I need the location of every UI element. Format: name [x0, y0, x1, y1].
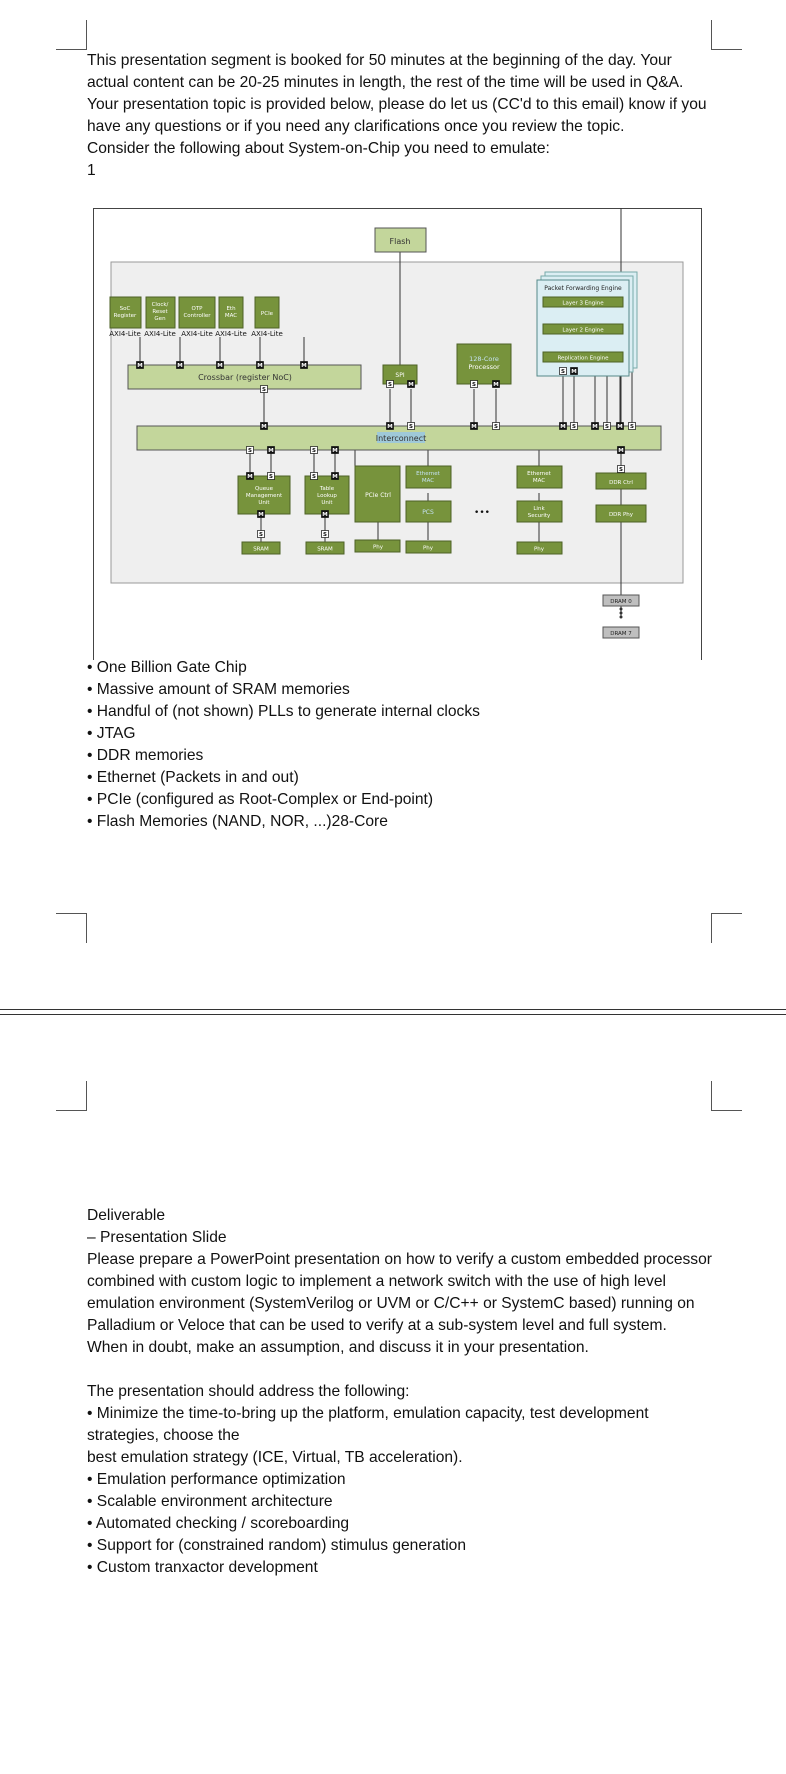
requirement-item: • Minimize the time-to-bring up the platform, emulation capacity, test development strategies, choose the [87, 1405, 649, 1444]
crossbar-label: Crossbar (register NoC) [198, 373, 292, 382]
queue-management-label: Queue [254, 486, 274, 492]
crop-mark [711, 49, 742, 50]
ethernet-mac-mid-block [406, 466, 451, 488]
slave-port-label: S [409, 424, 413, 431]
deliverable-heading: Deliverable [87, 1207, 166, 1224]
interconnect-label: Interconnect [375, 434, 427, 443]
ethernet-mac-mid-label: MAC [421, 478, 435, 484]
phy-label: Phy [533, 546, 545, 553]
master-port-label: M [387, 424, 393, 431]
soc-register-label: SoC [119, 306, 131, 312]
link-security-label: Link [533, 506, 545, 512]
clock-reset-label: Reset [152, 309, 168, 315]
requirement-item: • Emulation performance optimization [87, 1471, 346, 1488]
feature-item: • DDR memories [87, 747, 204, 764]
slave-port-label: S [312, 448, 316, 455]
master-port-label: M [332, 448, 338, 455]
phy-label: Phy [422, 545, 434, 552]
feature-item: • Massive amount of SRAM memories [87, 681, 350, 698]
ddr-ctrl-label: DDR Ctrl [609, 480, 633, 486]
slave-port-label: S [494, 424, 498, 431]
master-port-label: M [493, 382, 499, 389]
master-port-label: M [617, 424, 623, 431]
intro-paragraph: This presentation segment is booked for 50 minutes at the beginning of the day. Your actual content can be 20-25 minutes in length, the rest of the time will be used in Q&A. Your presentation topic is provided below, please do let us (CC'd to this email) know if you have any questions or if you need any clarifications once you review the topic. [87, 52, 707, 135]
sram-label: SRAM [317, 546, 333, 553]
core-processor-label: 128-Core [469, 355, 499, 363]
deliverable-paragraph: When in doubt, make an assumption, and discuss it in your presentation. [87, 1339, 589, 1356]
crop-mark [711, 1081, 712, 1111]
master-port-label: M [268, 448, 274, 455]
deliverable-subheading: – Presentation Slide [87, 1229, 227, 1246]
feature-item: • Flash Memories (NAND, NOR, ...)28-Core [87, 813, 388, 830]
replication-label: Replication Engine [557, 355, 609, 362]
axi-label: AXI4-Lite [109, 330, 141, 338]
table-lookup-label: Lookup [317, 493, 337, 499]
ethernet-mac-right-block [517, 466, 562, 488]
soc-block-diagram [93, 208, 703, 660]
master-port-label: M [261, 424, 267, 431]
more-dots: ••• [474, 508, 490, 518]
crop-mark [56, 49, 87, 50]
requirement-item: • Automated checking / scoreboarding [87, 1515, 350, 1532]
queue-management-label: Management [245, 493, 283, 499]
master-port-label: M [217, 363, 223, 370]
crop-mark [86, 913, 87, 943]
svg-text:128-CoreProcessor [468, 355, 500, 371]
ethernet-mac-mid-label: Ethernet [416, 471, 440, 477]
slave-port-label: S [630, 424, 634, 431]
master-port-label: M [618, 448, 624, 455]
feature-item: • Ethernet (Packets in and out) [87, 769, 299, 786]
ddr-phy-label: DDR Phy [608, 512, 634, 518]
slave-port-label: S [312, 474, 316, 481]
spi-label: SPI [395, 372, 405, 379]
requirements-lead: The presentation should address the following: [87, 1383, 410, 1400]
master-port-label: M [571, 369, 577, 376]
link-security-label: Security [527, 513, 551, 519]
pcs-label: PCS [422, 509, 434, 516]
pcie-top-label: PCIe [260, 311, 274, 317]
queue-management-label: Unit [258, 500, 270, 506]
feature-list [87, 657, 715, 833]
slave-port-label: S [269, 474, 273, 481]
figure-number: 1 [87, 162, 96, 179]
eth-mac-top-label: MAC [224, 313, 238, 319]
master-port-label: M [592, 424, 598, 431]
core-processor-label: Processor [468, 363, 500, 371]
requirement-item: • Custom tranxactor development [87, 1559, 318, 1576]
slave-port-label: S [248, 448, 252, 455]
eth-mac-top-label: Eth [226, 306, 236, 312]
layer3-label: Layer 3 Engine [562, 300, 604, 307]
axi-label: AXI4-Lite [215, 330, 247, 338]
blank-line [87, 1359, 715, 1381]
feature-item: • JTAG [87, 725, 136, 742]
master-port-label: M [332, 474, 338, 481]
otp-controller-label: OTP [191, 306, 203, 312]
crop-mark [711, 1110, 742, 1111]
svg-text:EthMAC [225, 306, 237, 319]
master-port-label: M [408, 382, 414, 389]
feature-item: • One Billion Gate Chip [87, 659, 247, 676]
requirement-item: • Scalable environment architecture [87, 1493, 333, 1510]
ethernet-mac-right-label: Ethernet [527, 471, 551, 477]
master-port-label: M [560, 424, 566, 431]
slave-port-label: S [472, 382, 476, 389]
feature-item: • Handful of (not shown) PLLs to generate internal clocks [87, 703, 480, 720]
slave-port-label: S [619, 467, 623, 474]
slave-port-label: S [605, 424, 609, 431]
requirement-item: best emulation strategy (ICE, Virtual, TB acceleration). [87, 1449, 463, 1466]
master-port-label: M [177, 363, 183, 370]
crop-mark [711, 20, 712, 50]
master-port-label: M [301, 363, 307, 370]
deliverable-section [87, 1205, 715, 1579]
crop-mark [86, 1081, 87, 1111]
flash-label: Flash [389, 237, 411, 246]
master-port-label: M [471, 424, 477, 431]
pfe-title: Packet Forwarding Engine [544, 285, 622, 292]
axi-label: AXI4-Lite [144, 330, 176, 338]
crop-mark [711, 913, 742, 914]
axi-label: AXI4-Lite [251, 330, 283, 338]
sram-label: SRAM [253, 546, 269, 553]
crop-mark [86, 20, 87, 50]
deliverable-paragraph: Please prepare a PowerPoint presentation on how to verify a custom embedded processor combined with custom logic to implement a network switch with the use of high level emulation environment (SystemVerilog or UVM or C/C++ or SystemC based) running on Palladium or Veloce that can be used to verify at a sub-system level and full system. [87, 1251, 712, 1334]
master-port-label: M [322, 512, 328, 519]
clock-reset-label: Clock/ [151, 302, 169, 308]
layer2-label: Layer 2 Engine [562, 327, 604, 334]
intro-text [87, 50, 715, 182]
slave-port-label: S [323, 532, 327, 539]
crop-mark [56, 913, 87, 914]
axi-label: AXI4-Lite [181, 330, 213, 338]
table-lookup-label: Table [319, 486, 335, 492]
page-separator [0, 1014, 786, 1015]
slave-port-label: S [561, 369, 565, 376]
phy-label: Phy [372, 544, 384, 551]
feature-item: • PCIe (configured as Root-Complex or End-point) [87, 791, 434, 808]
slave-port-label: S [262, 387, 266, 394]
slave-port-label: S [388, 382, 392, 389]
slave-port-label: S [572, 424, 576, 431]
otp-controller-label: Controller [183, 313, 211, 319]
ethernet-mac-right-label: MAC [532, 478, 546, 484]
slave-port-label: S [259, 532, 263, 539]
master-port-label: M [257, 363, 263, 370]
master-port-label: M [137, 363, 143, 370]
requirement-item: • Support for (constrained random) stimulus generation [87, 1537, 467, 1554]
crop-mark [711, 913, 712, 943]
pcie-ctrl-label: PCIe Ctrl [365, 492, 391, 499]
dram0-label: DRAM 0 [610, 599, 632, 605]
table-lookup-label: Unit [321, 500, 333, 506]
clock-reset-label: Gen [154, 316, 166, 322]
page-separator [0, 1009, 786, 1010]
crop-mark [56, 1110, 87, 1111]
intro-paragraph: Consider the following about System-on-Chip you need to emulate: [87, 140, 550, 157]
master-port-label: M [247, 474, 253, 481]
dram7-label: DRAM 7 [610, 631, 632, 637]
master-port-label: M [258, 512, 264, 519]
soc-register-label: Register [113, 313, 137, 319]
